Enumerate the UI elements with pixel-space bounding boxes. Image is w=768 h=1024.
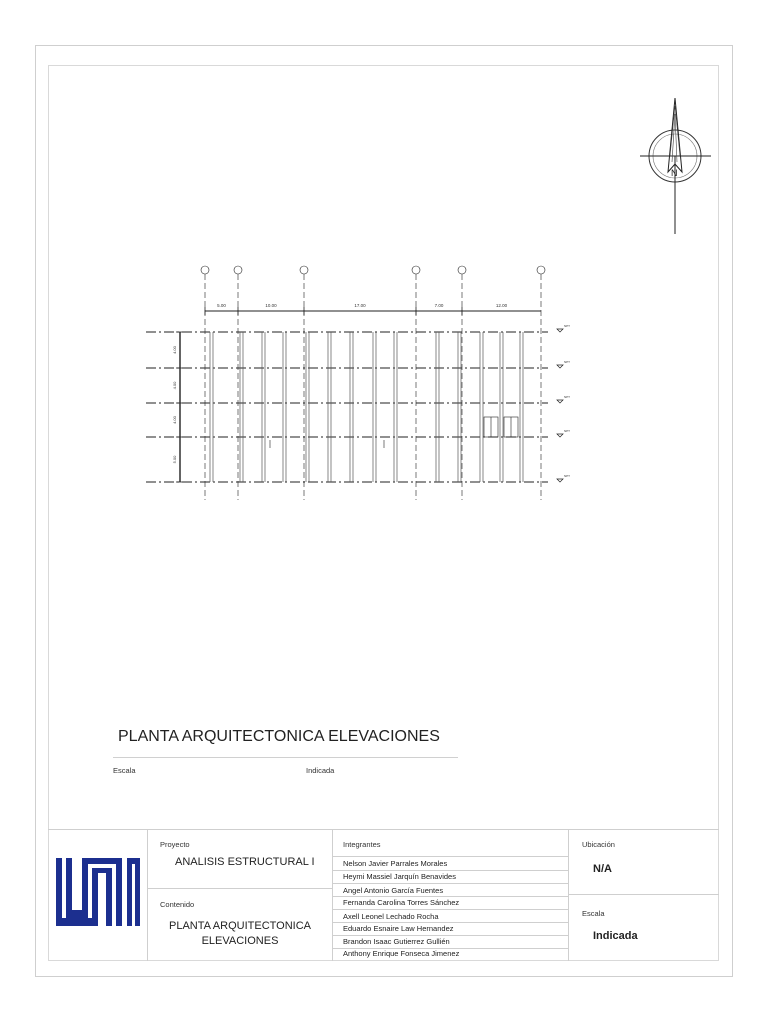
contenido-line-2: ELEVACIONES: [201, 935, 279, 947]
integrante-name: Eduardo Esnaire Law Hernandez: [343, 924, 454, 933]
title-underline: [113, 757, 458, 758]
title-block-rule: [147, 888, 332, 889]
proyecto-value: ANALISIS ESTRUCTURAL I: [175, 856, 315, 868]
level-tag: NPT: [564, 360, 570, 364]
integrante-name: Nelson Javier Parrales Morales: [343, 859, 448, 868]
title-block-divider: [332, 829, 333, 961]
level-marker: [557, 434, 563, 437]
sheet-title: PLANTA ARQUITECTONICA ELEVACIONES: [118, 728, 440, 745]
level-tag: NPT: [564, 429, 570, 433]
title-block-rule: [332, 870, 568, 871]
integrantes-label: Integrantes: [343, 840, 381, 849]
integrante-name: Anthony Enrique Fonseca Jimenez: [343, 949, 460, 958]
title-block-rule: [332, 856, 568, 857]
title-block-rule: [332, 883, 568, 884]
title-block-rule: [332, 909, 568, 910]
integrante-name: Heymi Massiel Jarquín Benavides: [343, 872, 456, 881]
level-tag: NPT: [564, 324, 570, 328]
integrante-name: Fernanda Carolina Torres Sánchez: [343, 898, 460, 907]
level-dimension-label: 5.00: [172, 455, 177, 464]
integrante-name: Angel Antonio García Fuentes: [343, 886, 444, 895]
level-marker: [557, 329, 563, 332]
title-block-top-rule: [48, 829, 719, 830]
integrante-name: Axell Leonel Lechado Rocha: [343, 912, 439, 921]
level-marker: [557, 400, 563, 403]
contenido-line-1: PLANTA ARQUITECTONICA: [168, 920, 311, 932]
dimension-label: 7.00: [434, 303, 444, 308]
level-dimension-label: 4.00: [172, 346, 177, 354]
scale-value: Indicada: [306, 766, 335, 775]
level-marker: [557, 479, 563, 482]
svg-text:N: N: [671, 168, 678, 178]
title-block-rule: [332, 935, 568, 936]
integrante-name: Brandon Isaac Gutierrez Gullién: [343, 937, 450, 946]
uni-logo: [56, 858, 140, 928]
dimension-label: 10.00: [265, 303, 277, 308]
title-block-divider: [147, 829, 148, 961]
level-tag: NPT: [564, 395, 570, 399]
title-block-rule: [568, 894, 719, 895]
scale-label: Escala: [113, 766, 136, 775]
dimension-label: 12.00: [495, 303, 508, 308]
dimension-label: 17.00: [354, 303, 366, 308]
level-dimension-label: 4.00: [172, 381, 177, 390]
escala-value: Indicada: [593, 930, 638, 942]
title-block-divider: [568, 829, 569, 961]
title-block-rule: [332, 922, 568, 923]
ubicacion-label: Ubicación: [582, 840, 615, 849]
title-block-rule: [332, 896, 568, 897]
level-dimension-label: 4.00: [172, 416, 177, 424]
proyecto-label: Proyecto: [160, 840, 190, 849]
escala-label: Escala: [582, 909, 605, 918]
dimension-label: 5.00: [217, 303, 226, 308]
ubicacion-value: N/A: [593, 863, 612, 875]
level-marker: [557, 365, 563, 368]
contenido-label: Contenido: [160, 900, 195, 909]
level-tag: NPT: [564, 474, 570, 478]
